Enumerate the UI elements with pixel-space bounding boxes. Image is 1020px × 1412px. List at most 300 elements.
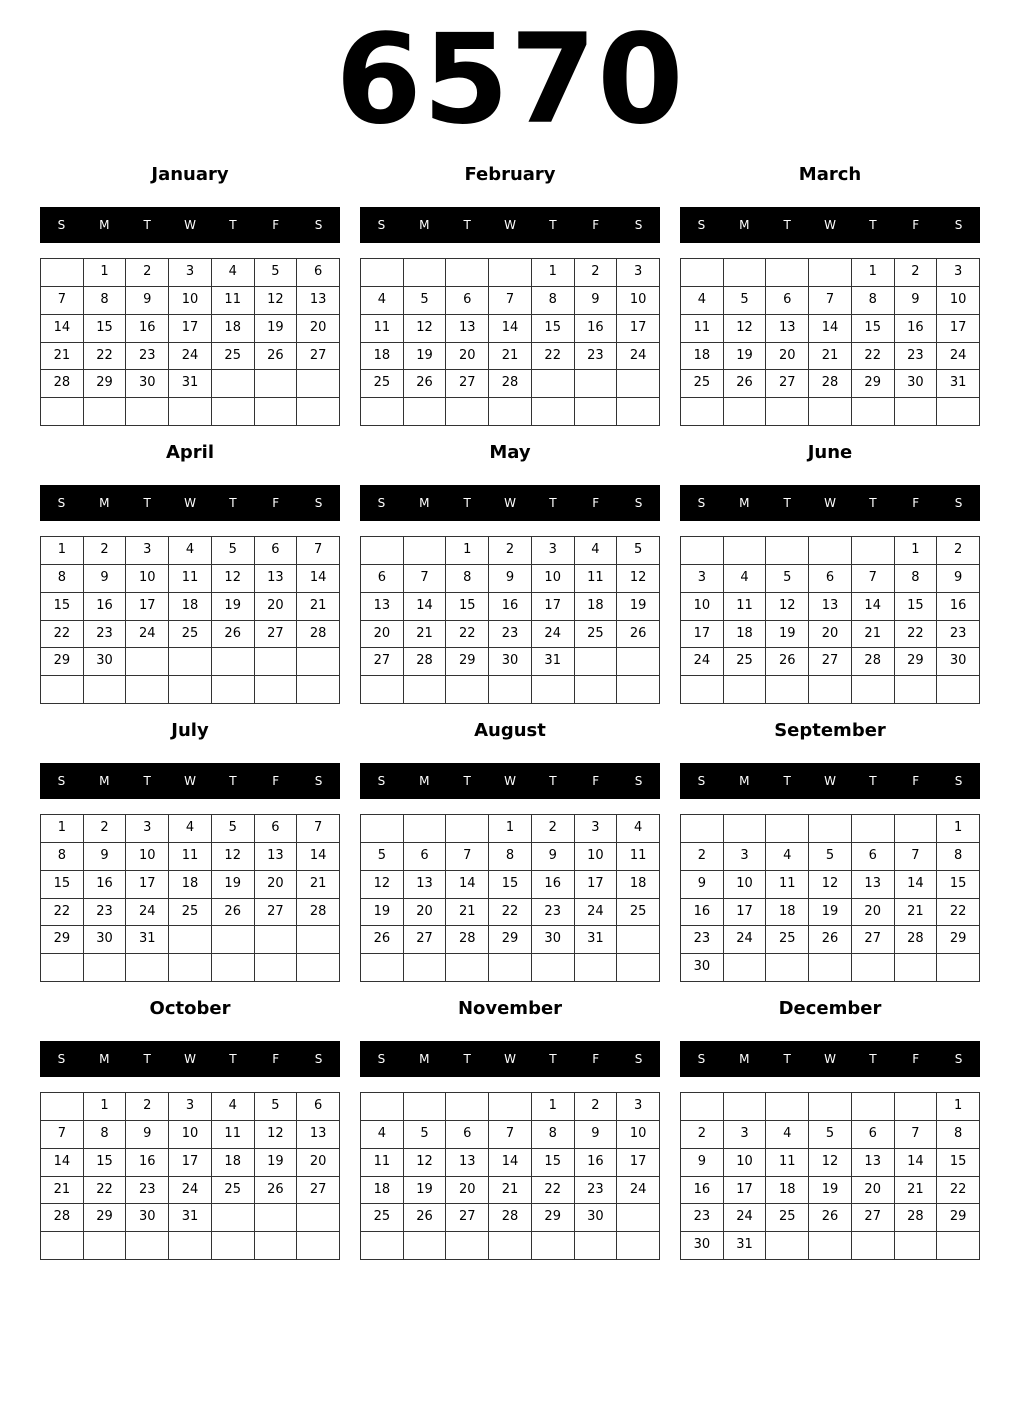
empty-day-cell	[41, 1093, 84, 1121]
day-cell: 23	[489, 621, 532, 649]
weekday-label: S	[377, 496, 386, 510]
day-cell: 16	[681, 1177, 724, 1205]
day-cell: 17	[532, 593, 575, 621]
day-cell: 14	[895, 871, 938, 899]
day-cell: 1	[41, 537, 84, 565]
weekday-label: M	[739, 496, 750, 510]
empty-day-cell	[575, 676, 618, 704]
day-cell: 13	[852, 1149, 895, 1177]
weekday-label: F	[592, 496, 600, 510]
weekday-label: T	[143, 218, 151, 232]
day-cell: 18	[361, 343, 404, 371]
empty-day-cell	[532, 370, 575, 398]
day-cell: 20	[852, 899, 895, 927]
day-cell: 27	[297, 1177, 340, 1205]
weekday-label: M	[739, 218, 750, 232]
day-grid	[40, 1092, 340, 1260]
day-cell: 1	[84, 259, 127, 287]
day-cell: 22	[937, 1177, 980, 1205]
empty-day-cell	[255, 398, 298, 426]
day-cell: 20	[297, 315, 340, 343]
day-cell: 25	[681, 370, 724, 398]
weekday-label: T	[869, 1052, 877, 1066]
day-cell: 10	[937, 287, 980, 315]
empty-day-cell	[361, 398, 404, 426]
day-cell: 12	[212, 565, 255, 593]
empty-day-cell	[297, 1204, 340, 1232]
day-cell: 1	[895, 537, 938, 565]
day-cell: 26	[766, 648, 809, 676]
day-cell: 18	[766, 1177, 809, 1205]
empty-day-cell	[724, 954, 767, 982]
weekday-label: S	[954, 1052, 963, 1066]
day-cell: 20	[361, 621, 404, 649]
day-cell: 22	[852, 343, 895, 371]
day-cell: 4	[724, 565, 767, 593]
day-cell: 29	[446, 648, 489, 676]
day-cell: 23	[126, 1177, 169, 1205]
empty-day-cell	[446, 259, 489, 287]
day-cell: 2	[575, 1093, 618, 1121]
weekday-label: S	[314, 496, 323, 510]
empty-day-cell	[361, 954, 404, 982]
day-cell: 22	[84, 1177, 127, 1205]
day-cell: 13	[404, 871, 447, 899]
weekday-label: T	[463, 774, 471, 788]
day-cell: 27	[255, 621, 298, 649]
day-cell: 23	[126, 343, 169, 371]
empty-day-cell	[852, 954, 895, 982]
day-grid	[360, 1092, 660, 1260]
day-cell: 16	[84, 871, 127, 899]
day-cell: 5	[212, 537, 255, 565]
day-cell: 20	[852, 1177, 895, 1205]
day-cell: 6	[297, 259, 340, 287]
day-cell: 27	[852, 926, 895, 954]
day-cell: 30	[681, 1232, 724, 1260]
day-cell: 17	[169, 1149, 212, 1177]
day-cell: 6	[446, 287, 489, 315]
weekday-label: S	[697, 496, 706, 510]
day-cell: 25	[766, 1204, 809, 1232]
day-cell: 22	[489, 899, 532, 927]
day-cell: 14	[489, 1149, 532, 1177]
day-cell: 25	[361, 1204, 404, 1232]
day-cell: 5	[361, 843, 404, 871]
year-title: 6570	[335, 8, 685, 152]
empty-day-cell	[489, 1093, 532, 1121]
weekday-label: M	[419, 774, 430, 788]
weekday-header	[40, 763, 340, 799]
day-cell: 23	[84, 899, 127, 927]
day-cell: 18	[169, 593, 212, 621]
day-cell: 8	[895, 565, 938, 593]
day-cell: 13	[852, 871, 895, 899]
weekday-label: M	[419, 496, 430, 510]
day-cell: 11	[766, 1149, 809, 1177]
day-cell: 17	[724, 899, 767, 927]
day-cell: 3	[126, 815, 169, 843]
day-cell: 12	[404, 315, 447, 343]
day-cell: 24	[575, 899, 618, 927]
day-cell: 30	[681, 954, 724, 982]
day-cell: 11	[212, 1121, 255, 1149]
day-cell: 28	[41, 1204, 84, 1232]
day-cell: 11	[169, 565, 212, 593]
day-cell: 21	[41, 343, 84, 371]
weekday-label: W	[504, 774, 516, 788]
day-cell: 19	[724, 343, 767, 371]
day-cell: 16	[532, 871, 575, 899]
month-name: May	[489, 442, 531, 463]
day-cell: 17	[681, 621, 724, 649]
empty-day-cell	[766, 1232, 809, 1260]
day-cell: 28	[41, 370, 84, 398]
weekday-label: T	[783, 1052, 791, 1066]
weekday-label: S	[57, 774, 66, 788]
day-cell: 13	[297, 287, 340, 315]
empty-day-cell	[895, 815, 938, 843]
day-cell: 26	[212, 899, 255, 927]
day-cell: 19	[212, 593, 255, 621]
empty-day-cell	[489, 954, 532, 982]
empty-day-cell	[852, 1093, 895, 1121]
day-cell: 7	[297, 815, 340, 843]
empty-day-cell	[895, 954, 938, 982]
day-cell: 3	[681, 565, 724, 593]
day-cell: 9	[84, 565, 127, 593]
day-cell: 14	[852, 593, 895, 621]
day-cell: 16	[681, 899, 724, 927]
day-cell: 3	[937, 259, 980, 287]
empty-day-cell	[169, 648, 212, 676]
day-cell: 28	[297, 621, 340, 649]
day-cell: 1	[532, 259, 575, 287]
day-cell: 26	[255, 343, 298, 371]
weekday-label: F	[592, 774, 600, 788]
day-cell: 11	[617, 843, 660, 871]
empty-day-cell	[852, 1232, 895, 1260]
weekday-label: W	[824, 218, 836, 232]
day-cell: 9	[489, 565, 532, 593]
day-cell: 15	[84, 315, 127, 343]
weekday-label: W	[504, 218, 516, 232]
day-grid	[680, 1092, 980, 1260]
weekday-label: T	[783, 496, 791, 510]
day-cell: 28	[446, 926, 489, 954]
day-cell: 20	[446, 1177, 489, 1205]
day-cell: 6	[446, 1121, 489, 1149]
day-cell: 30	[84, 648, 127, 676]
day-cell: 24	[937, 343, 980, 371]
day-cell: 21	[297, 593, 340, 621]
day-cell: 25	[617, 899, 660, 927]
day-cell: 9	[681, 1149, 724, 1177]
month-name: July	[171, 720, 209, 741]
day-cell: 26	[404, 1204, 447, 1232]
day-cell: 30	[126, 370, 169, 398]
day-cell: 29	[895, 648, 938, 676]
day-cell: 4	[169, 537, 212, 565]
day-cell: 22	[41, 899, 84, 927]
empty-day-cell	[937, 676, 980, 704]
day-cell: 26	[212, 621, 255, 649]
day-cell: 2	[84, 815, 127, 843]
day-cell: 7	[41, 287, 84, 315]
empty-day-cell	[617, 398, 660, 426]
day-cell: 31	[126, 926, 169, 954]
weekday-label: M	[739, 1052, 750, 1066]
empty-day-cell	[489, 676, 532, 704]
day-cell: 21	[895, 1177, 938, 1205]
day-cell: 18	[361, 1177, 404, 1205]
day-cell: 9	[895, 287, 938, 315]
weekday-label: S	[954, 496, 963, 510]
day-cell: 6	[255, 537, 298, 565]
day-cell: 7	[895, 843, 938, 871]
day-cell: 8	[41, 565, 84, 593]
empty-day-cell	[126, 648, 169, 676]
day-cell: 8	[446, 565, 489, 593]
day-cell: 10	[617, 287, 660, 315]
day-cell: 18	[681, 343, 724, 371]
weekday-header	[40, 485, 340, 521]
day-cell: 28	[852, 648, 895, 676]
day-cell: 10	[681, 593, 724, 621]
empty-day-cell	[126, 676, 169, 704]
empty-day-cell	[724, 537, 767, 565]
day-cell: 19	[255, 315, 298, 343]
month-name: January	[151, 164, 229, 185]
day-grid	[680, 536, 980, 704]
day-cell: 24	[169, 343, 212, 371]
weekday-label: W	[184, 1052, 196, 1066]
empty-day-cell	[575, 370, 618, 398]
day-cell: 2	[126, 259, 169, 287]
weekday-label: T	[143, 496, 151, 510]
weekday-label: M	[99, 496, 110, 510]
empty-day-cell	[617, 1204, 660, 1232]
day-cell: 29	[84, 1204, 127, 1232]
day-cell: 12	[809, 871, 852, 899]
weekday-label: S	[697, 1052, 706, 1066]
empty-day-cell	[361, 815, 404, 843]
empty-day-cell	[255, 954, 298, 982]
day-cell: 3	[532, 537, 575, 565]
weekday-label: T	[549, 218, 557, 232]
weekday-label: T	[143, 1052, 151, 1066]
day-cell: 14	[297, 565, 340, 593]
empty-day-cell	[41, 1232, 84, 1260]
day-cell: 5	[404, 287, 447, 315]
day-cell: 18	[724, 621, 767, 649]
weekday-header	[40, 207, 340, 243]
empty-day-cell	[895, 1232, 938, 1260]
day-cell: 11	[361, 1149, 404, 1177]
day-cell: 27	[297, 343, 340, 371]
day-grid	[360, 814, 660, 982]
day-cell: 11	[575, 565, 618, 593]
weekday-label: S	[634, 774, 643, 788]
weekday-label: T	[463, 496, 471, 510]
day-cell: 17	[937, 315, 980, 343]
weekday-label: M	[99, 1052, 110, 1066]
day-cell: 16	[126, 315, 169, 343]
day-cell: 2	[575, 259, 618, 287]
day-cell: 28	[404, 648, 447, 676]
day-cell: 10	[724, 871, 767, 899]
empty-day-cell	[766, 398, 809, 426]
empty-day-cell	[297, 648, 340, 676]
empty-day-cell	[809, 1093, 852, 1121]
weekday-label: W	[824, 774, 836, 788]
empty-day-cell	[852, 815, 895, 843]
day-cell: 15	[937, 871, 980, 899]
day-cell: 23	[895, 343, 938, 371]
empty-day-cell	[895, 1093, 938, 1121]
weekday-label: T	[229, 774, 237, 788]
empty-day-cell	[255, 1232, 298, 1260]
empty-day-cell	[84, 954, 127, 982]
day-cell: 9	[937, 565, 980, 593]
day-cell: 21	[297, 871, 340, 899]
day-cell: 30	[575, 1204, 618, 1232]
day-cell: 9	[575, 287, 618, 315]
day-cell: 5	[255, 1093, 298, 1121]
empty-day-cell	[809, 259, 852, 287]
day-cell: 22	[446, 621, 489, 649]
day-cell: 4	[169, 815, 212, 843]
empty-day-cell	[766, 1093, 809, 1121]
day-cell: 2	[126, 1093, 169, 1121]
weekday-label: T	[229, 1052, 237, 1066]
weekday-label: F	[592, 1052, 600, 1066]
empty-day-cell	[766, 259, 809, 287]
day-cell: 1	[84, 1093, 127, 1121]
day-cell: 30	[532, 926, 575, 954]
empty-day-cell	[895, 398, 938, 426]
weekday-label: S	[314, 218, 323, 232]
day-cell: 8	[532, 1121, 575, 1149]
day-cell: 7	[41, 1121, 84, 1149]
empty-day-cell	[617, 954, 660, 982]
empty-day-cell	[361, 1232, 404, 1260]
empty-day-cell	[766, 954, 809, 982]
empty-day-cell	[41, 954, 84, 982]
day-cell: 29	[532, 1204, 575, 1232]
day-cell: 21	[404, 621, 447, 649]
day-cell: 25	[212, 343, 255, 371]
day-cell: 21	[489, 1177, 532, 1205]
day-cell: 17	[169, 315, 212, 343]
day-cell: 30	[895, 370, 938, 398]
day-cell: 8	[937, 843, 980, 871]
day-cell: 12	[212, 843, 255, 871]
day-cell: 3	[617, 259, 660, 287]
day-cell: 24	[126, 899, 169, 927]
day-cell: 1	[937, 1093, 980, 1121]
day-cell: 4	[617, 815, 660, 843]
day-cell: 10	[169, 1121, 212, 1149]
day-cell: 7	[489, 287, 532, 315]
empty-day-cell	[361, 537, 404, 565]
day-cell: 30	[937, 648, 980, 676]
day-cell: 18	[617, 871, 660, 899]
day-cell: 22	[41, 621, 84, 649]
empty-day-cell	[255, 676, 298, 704]
weekday-label: W	[504, 496, 516, 510]
day-cell: 19	[809, 1177, 852, 1205]
day-cell: 27	[809, 648, 852, 676]
day-cell: 23	[681, 926, 724, 954]
day-cell: 3	[169, 259, 212, 287]
day-cell: 4	[212, 1093, 255, 1121]
day-cell: 6	[852, 843, 895, 871]
day-cell: 15	[852, 315, 895, 343]
day-cell: 7	[446, 843, 489, 871]
day-cell: 24	[169, 1177, 212, 1205]
day-cell: 19	[809, 899, 852, 927]
weekday-label: S	[954, 218, 963, 232]
weekday-label: S	[314, 774, 323, 788]
empty-day-cell	[212, 676, 255, 704]
day-cell: 12	[809, 1149, 852, 1177]
day-grid	[360, 536, 660, 704]
day-cell: 23	[575, 343, 618, 371]
empty-day-cell	[404, 954, 447, 982]
empty-day-cell	[575, 648, 618, 676]
month-name: October	[149, 998, 231, 1019]
weekday-label: T	[869, 774, 877, 788]
weekday-label: F	[272, 774, 280, 788]
weekday-label: M	[419, 218, 430, 232]
day-cell: 22	[895, 621, 938, 649]
weekday-header	[40, 1041, 340, 1077]
day-cell: 19	[617, 593, 660, 621]
empty-day-cell	[255, 1204, 298, 1232]
day-cell: 9	[532, 843, 575, 871]
day-cell: 4	[681, 287, 724, 315]
weekday-label: T	[549, 496, 557, 510]
day-cell: 9	[126, 1121, 169, 1149]
empty-day-cell	[212, 648, 255, 676]
month-name: March	[798, 164, 862, 185]
day-cell: 15	[446, 593, 489, 621]
day-cell: 27	[446, 1204, 489, 1232]
day-cell: 28	[895, 926, 938, 954]
day-cell: 7	[852, 565, 895, 593]
month-name: June	[807, 442, 853, 463]
empty-day-cell	[169, 676, 212, 704]
month-name: November	[457, 998, 563, 1019]
weekday-label: T	[229, 496, 237, 510]
day-cell: 5	[212, 815, 255, 843]
day-cell: 24	[532, 621, 575, 649]
day-cell: 11	[212, 287, 255, 315]
day-cell: 12	[766, 593, 809, 621]
day-cell: 31	[532, 648, 575, 676]
day-cell: 19	[361, 899, 404, 927]
weekday-label: S	[954, 774, 963, 788]
empty-day-cell	[126, 954, 169, 982]
empty-day-cell	[895, 676, 938, 704]
empty-day-cell	[255, 926, 298, 954]
day-grid	[680, 814, 980, 982]
empty-day-cell	[169, 954, 212, 982]
empty-day-cell	[212, 1232, 255, 1260]
day-cell: 11	[361, 315, 404, 343]
day-cell: 26	[809, 1204, 852, 1232]
